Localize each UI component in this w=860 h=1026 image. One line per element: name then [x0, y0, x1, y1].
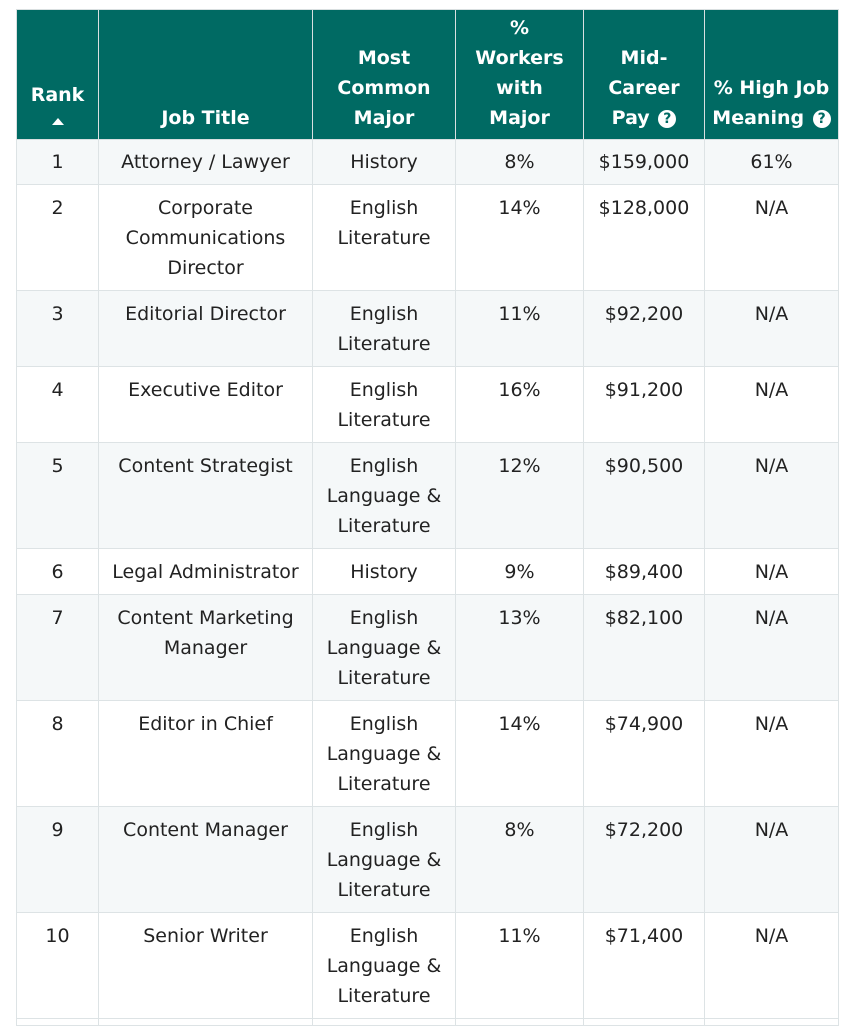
- rank-cell: 6: [17, 549, 99, 595]
- table-row: [17, 701, 839, 807]
- rank-cell: 3: [17, 291, 99, 367]
- job-title-column-header[interactable]: [99, 10, 313, 140]
- major-cell: English Language & Literature: [313, 807, 456, 913]
- high-job-meaning-column-header[interactable]: [705, 10, 839, 140]
- help-icon[interactable]: ?: [658, 110, 676, 128]
- table-row: [17, 549, 839, 595]
- rank-cell: 1: [17, 140, 99, 185]
- job-meaning-cell: N/A: [705, 913, 839, 1019]
- pct-workers-cell: 9%: [456, 549, 584, 595]
- pct-workers-cell: 16%: [456, 367, 584, 443]
- job-title-cell: Attorney / Lawyer: [99, 140, 313, 185]
- job-title-cell: Content Marketing Manager: [99, 595, 313, 701]
- pay-header-line2: Career: [608, 77, 680, 99]
- job-title-cell: Editorial Director: [99, 291, 313, 367]
- major-cell: English Literature: [313, 185, 456, 291]
- job-title-header-label: Job Title: [161, 107, 250, 129]
- mid-career-pay-cell: $128,000: [584, 185, 705, 291]
- mid-career-pay-cell: $74,900: [584, 701, 705, 807]
- rank-cell: 5: [17, 443, 99, 549]
- mid-career-pay-cell: $159,000: [584, 140, 705, 185]
- rank-cell: 8: [17, 701, 99, 807]
- pct-workers-cell: 8%: [456, 807, 584, 913]
- major-cell: English Language & Literature: [313, 595, 456, 701]
- job-meaning-cell: N/A: [705, 807, 839, 913]
- major-cell: English Language & Literature: [313, 443, 456, 549]
- pct-header-line1: %: [509, 17, 530, 39]
- job-meaning-cell: 61%: [705, 140, 839, 185]
- job-title-cell: Executive Editor: [99, 367, 313, 443]
- mid-career-pay-cell: $71,400: [584, 913, 705, 1019]
- mid-career-pay-cell: $72,200: [584, 807, 705, 913]
- rank-cell: 7: [17, 595, 99, 701]
- job-title-cell: Content Manager: [99, 807, 313, 913]
- table-row: [17, 185, 839, 291]
- pct-header-line2: Workers: [475, 47, 564, 69]
- major-cell: English Literature: [313, 291, 456, 367]
- job-meaning-cell: N/A: [705, 443, 839, 549]
- meaning-header-line1: % High Job: [713, 77, 830, 99]
- pct-workers-cell: 12%: [456, 443, 584, 549]
- table-row: [17, 367, 839, 443]
- table-row: [17, 913, 839, 1019]
- rank-cell: 9: [17, 807, 99, 913]
- mid-career-pay-cell: $82,100: [584, 595, 705, 701]
- job-title-cell: Editor in Chief: [99, 701, 313, 807]
- pct-workers-cell: 14%: [456, 185, 584, 291]
- pct-workers-cell: 14%: [456, 701, 584, 807]
- pay-header-line1: Mid-: [620, 47, 668, 69]
- mid-career-pay-cell: $92,200: [584, 291, 705, 367]
- job-title-cell: Senior Writer: [99, 913, 313, 1019]
- pct-header-line3: with: [496, 77, 543, 99]
- pay-header-line3: Pay: [611, 107, 650, 129]
- major-header-line3: Major: [353, 107, 415, 129]
- major-cell: English Language & Literature: [313, 913, 456, 1019]
- table-row: [17, 443, 839, 549]
- rank-cell: 4: [17, 367, 99, 443]
- major-cell: English Literature: [313, 367, 456, 443]
- table-row: [17, 140, 839, 185]
- major-cell: English Language & Literature: [313, 701, 456, 807]
- table-row-partial: [17, 1019, 839, 1026]
- mid-career-pay-cell: $90,500: [584, 443, 705, 549]
- job-title-cell: Corporate Communications Director: [99, 185, 313, 291]
- table-row: [17, 291, 839, 367]
- pct-workers-cell: 13%: [456, 595, 584, 701]
- mid-career-pay-cell: $89,400: [584, 549, 705, 595]
- job-meaning-cell: N/A: [705, 367, 839, 443]
- sort-ascending-icon[interactable]: [52, 118, 64, 125]
- career-table: [16, 9, 839, 1026]
- table-header-row: [17, 10, 839, 140]
- help-icon[interactable]: ?: [813, 110, 831, 128]
- pct-workers-cell: 11%: [456, 913, 584, 1019]
- rank-cell: 10: [17, 913, 99, 1019]
- job-meaning-cell: N/A: [705, 595, 839, 701]
- major-cell: History: [313, 549, 456, 595]
- meaning-header-line2: Meaning: [712, 107, 805, 129]
- rank-cell: 2: [17, 185, 99, 291]
- table-row: [17, 807, 839, 913]
- pct-workers-cell: 8%: [456, 140, 584, 185]
- major-cell: History: [313, 140, 456, 185]
- major-header-line2: Common: [337, 77, 431, 99]
- pct-workers-cell: 11%: [456, 291, 584, 367]
- job-meaning-cell: N/A: [705, 291, 839, 367]
- mid-career-pay-cell: $91,200: [584, 367, 705, 443]
- major-header-line1: Most: [357, 47, 411, 69]
- mid-career-pay-column-header[interactable]: [584, 10, 705, 140]
- job-meaning-cell: N/A: [705, 549, 839, 595]
- job-title-cell: Legal Administrator: [99, 549, 313, 595]
- job-title-cell: Content Strategist: [99, 443, 313, 549]
- pct-workers-column-header[interactable]: [456, 10, 584, 140]
- career-table-container: [16, 9, 838, 1026]
- job-meaning-cell: N/A: [705, 701, 839, 807]
- table-row: [17, 595, 839, 701]
- rank-header-label: Rank: [30, 84, 85, 106]
- rank-column-header[interactable]: [17, 10, 99, 140]
- most-common-major-column-header[interactable]: [313, 10, 456, 140]
- job-meaning-cell: N/A: [705, 185, 839, 291]
- pct-header-line4: Major: [489, 107, 550, 129]
